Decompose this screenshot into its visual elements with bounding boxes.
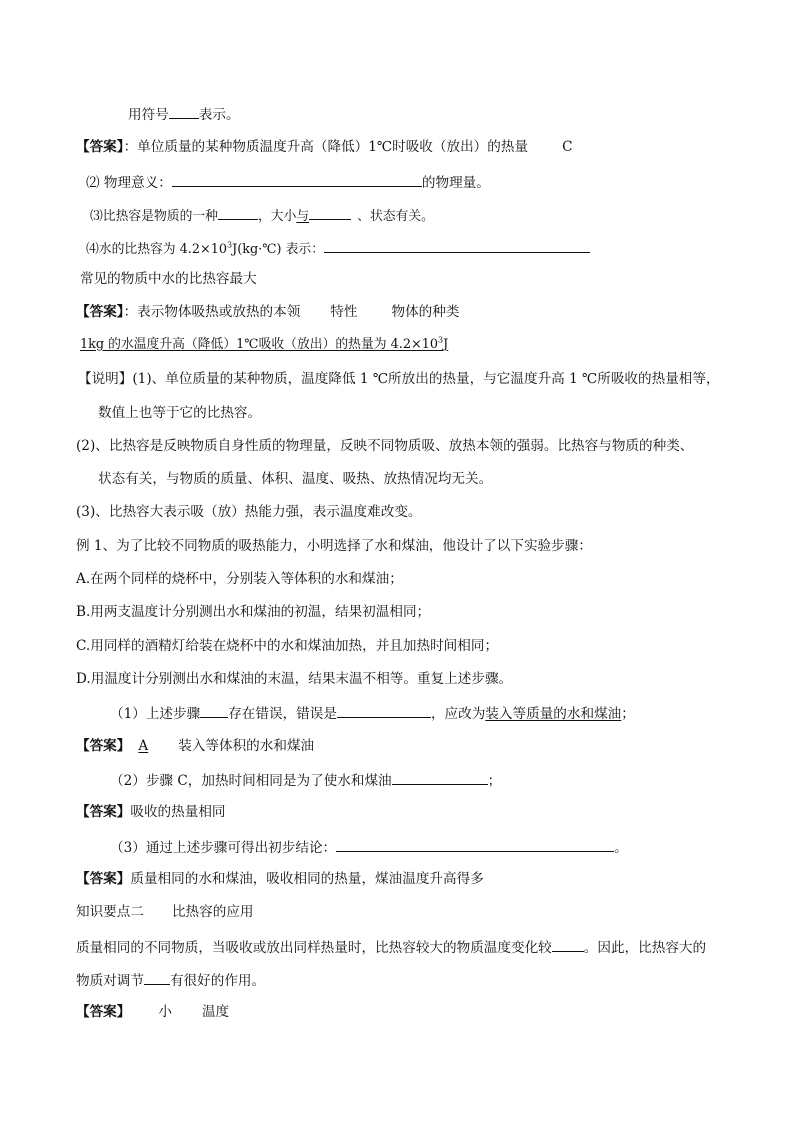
answer-line-1 xyxy=(76,138,572,156)
text: ，大小 xyxy=(257,209,297,224)
explain-1b: 数值上也等于它的比热容。 xyxy=(98,405,262,421)
text: 质量相同的不同物质，当吸收或放出同样热量时，比热容较大的物质温度变化较 xyxy=(76,940,552,956)
text: ⑶比热容是物质的一种 xyxy=(90,209,218,224)
example-a3 xyxy=(76,870,484,888)
answer-blank xyxy=(336,837,614,852)
question-4 xyxy=(86,238,590,259)
question-2 xyxy=(86,172,490,192)
answer-line-2 xyxy=(76,303,459,321)
answer-line-3 xyxy=(80,336,448,354)
heading-text: 知识要点二 xyxy=(76,904,144,920)
text: ； xyxy=(621,706,635,722)
point2-line-2 xyxy=(76,970,265,990)
answer-text: 装入等体积的水和煤油 xyxy=(178,738,315,754)
text: 表示。 xyxy=(198,107,240,123)
answer-symbol: C xyxy=(562,139,573,155)
text: （1）上述步骤 xyxy=(110,706,201,722)
superscript: 3 xyxy=(437,335,444,345)
example-q2 xyxy=(110,770,501,790)
answer-text: 质量相同的水和煤油，吸收相同的热量，煤油温度升高得多 xyxy=(130,871,484,887)
answer-tag: 【答案】 xyxy=(76,1004,131,1020)
answer-text: 物体的种类 xyxy=(391,304,460,320)
example-step-c: C.用同样的酒精灯给装在烧杯中的水和煤油加热，并且加热时间相同； xyxy=(76,638,499,654)
example-step-b: B.用两支温度计分别测出水和煤油的初温，结果初温相同； xyxy=(76,604,431,620)
example-q1 xyxy=(110,703,635,723)
answer-blank xyxy=(392,770,488,785)
answer-text: 1kg 的水温度升高（降低）1℃吸收（放出）的热量为 4.2×10 xyxy=(80,337,438,352)
underlined-text: 装入等质量的水和煤油 xyxy=(485,706,622,722)
symbol-question xyxy=(128,104,240,124)
answer-text: ：单位质量的某种物质温度升高（降低）1℃时吸收（放出）的热量 xyxy=(123,139,529,155)
question-3 xyxy=(90,205,434,226)
answer-tag: 【答案】 xyxy=(76,871,131,887)
answer-tag: 【答案】 xyxy=(76,804,131,820)
text: J(kg·℃) 表示： xyxy=(232,242,325,257)
text: 、状态有关。 xyxy=(357,209,434,224)
answer-tag: 【答案】 xyxy=(76,738,131,754)
heading-text: 比热容的应用 xyxy=(171,904,254,920)
point2-answer xyxy=(76,1003,229,1021)
answer-blank xyxy=(200,703,228,718)
answer-text: 温度 xyxy=(201,1004,230,1020)
answer-blank xyxy=(337,703,431,718)
explain-3: (3)、比热容大表示吸（放）热能力强，表示温度难改变。 xyxy=(76,504,422,520)
answer-letter: A xyxy=(138,738,149,754)
text: （2）步骤 C，加热时间相同是为了使水和煤油 xyxy=(110,773,392,789)
text: ； xyxy=(487,773,502,789)
answer-text: 小 xyxy=(158,1004,172,1020)
example-a2 xyxy=(76,803,226,821)
example-a1 xyxy=(76,737,314,755)
example-step-d: D.用温度计分别测出水和煤油的末温，结果末温不相等。重复上述步骤。 xyxy=(76,671,513,687)
explain-2a: (2)、比热容是反映物质自身性质的物理量，反映不同物质吸、放热本领的强弱。比热容与物质的种类、 xyxy=(76,438,694,454)
text: 用符号 xyxy=(128,107,169,123)
answer-blank xyxy=(169,104,199,119)
explain-2b: 状态有关，与物质的质量、体积、温度、吸热、放热情况均无关。 xyxy=(98,471,493,487)
section-heading xyxy=(76,903,254,921)
text: ，应改为 xyxy=(430,706,486,722)
answer-tag: 【答案】 xyxy=(76,304,124,320)
text: 有很好的作用。 xyxy=(169,973,266,989)
point2-line-1 xyxy=(76,937,706,957)
text: 物质对调节 xyxy=(76,973,144,989)
example-q3 xyxy=(110,837,628,857)
text: 存在错误，错误是 xyxy=(228,706,337,722)
example-intro: 例 1、为了比较不同物质的吸热能力，小明选择了水和煤油，他设计了以下实验步骤： xyxy=(76,538,592,554)
example-step-a: A.在两个同样的烧杯中，分别装入等体积的水和煤油； xyxy=(76,571,403,587)
text: 。因此，比热容大的 xyxy=(583,940,707,956)
answer-text: 特性 xyxy=(330,304,358,320)
answer-blank xyxy=(172,172,422,187)
superscript: 3 xyxy=(227,240,233,250)
answer-blank xyxy=(309,205,351,220)
answer-blank xyxy=(218,205,258,220)
answer-text: J xyxy=(443,337,449,352)
answer-blank xyxy=(324,238,590,253)
text: （3）通过上述步骤可得出初步结论： xyxy=(110,840,337,856)
answer-tag: 【答案】 xyxy=(76,139,124,155)
answer-text: 吸收的热量相同 xyxy=(130,804,226,820)
answer-blank xyxy=(552,937,584,952)
note-line: 常见的物质中水的比热容最大 xyxy=(80,271,257,287)
answer-text: ：表示物体吸热或放热的本领 xyxy=(123,304,301,320)
text: 的物理量。 xyxy=(421,175,490,191)
explain-1a: 【说明】(1)、单位质量的某种物质，温度降低 1 ℃所放出的热量，与它温度升高 1 ℃所吸收的热量相等， xyxy=(78,371,720,387)
text: ⑵ 物理意义： xyxy=(86,175,172,191)
underlined-text: 与 xyxy=(296,209,310,224)
text: 。 xyxy=(614,840,628,856)
answer-blank xyxy=(144,970,170,985)
text: ⑷水的比热容为 4.2×10 xyxy=(86,242,228,257)
